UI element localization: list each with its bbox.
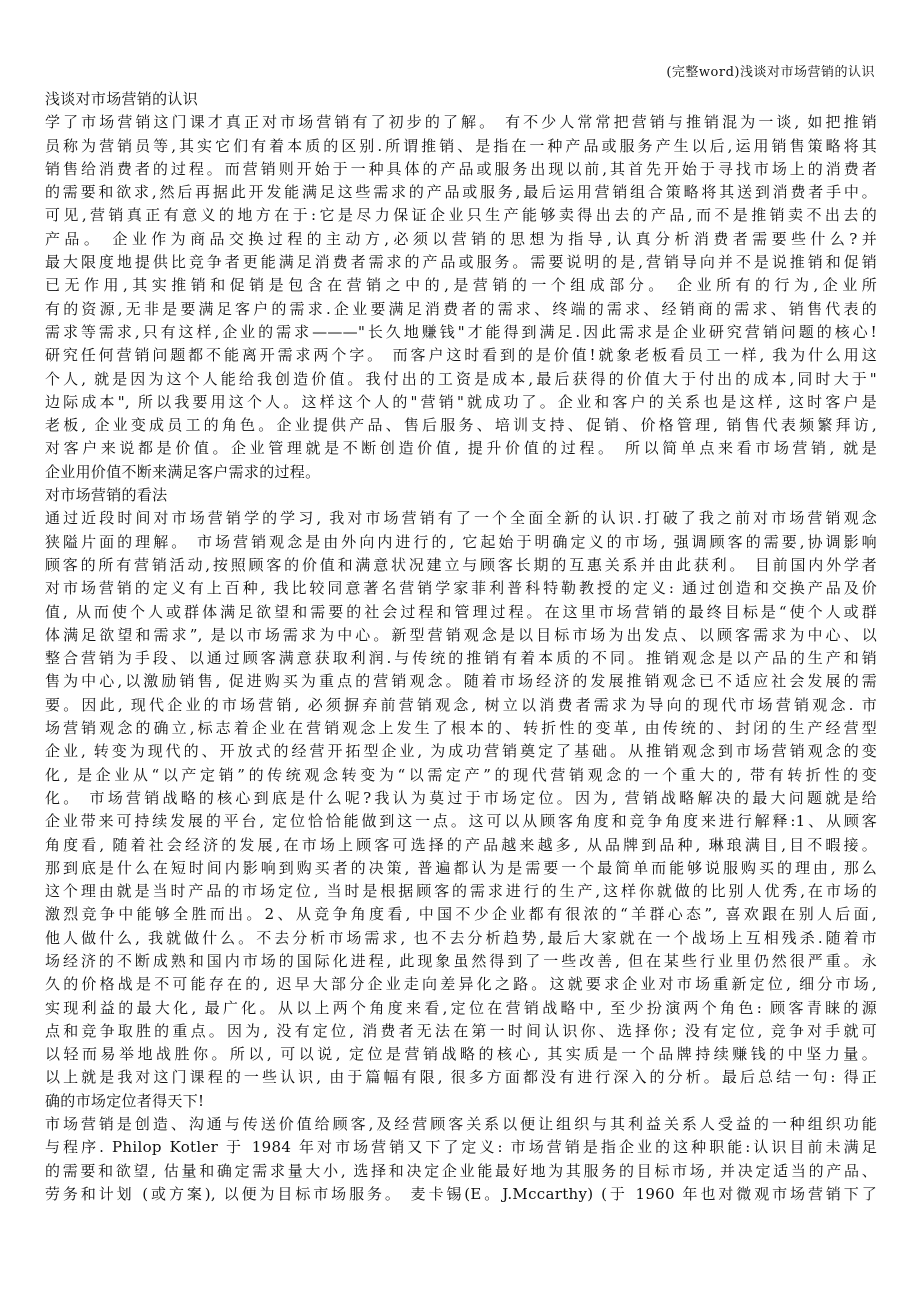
text-line: 企业, 转变为现代的、开放式的经营开拓型企业, 为成功营销奠定了基础。从推销观念到市场营销观念的变 xyxy=(45,742,877,761)
text-line: 售为中心,以激励销售, 促进购买为重点的营销观念。随着市场经济的发展推销观念已不适应社会发展的需 xyxy=(45,672,877,691)
text-line: 边际成本", 所以我要用这个人。这样这个人的"营销"就成功了。企业和客户的关系也是这样, 这时客户是 xyxy=(45,392,877,411)
text-line: 以上就是我对这门课程的一些认识, 由于篇幅有限, 很多方面都没有进行深入的分析。最后总结一句: 得正 xyxy=(45,1068,877,1087)
text-line: 研究任何营销问题都不能离开需求两个字。 而客户这时看到的是价值!就象老板看员工一样, 我为什么用这 xyxy=(45,346,877,365)
text-line: 角度看, 随着社会经济的发展,在市场上顾客可选择的产品越来越多, 从品牌到品种, 琳琅满目,目不暇接。 xyxy=(45,835,877,854)
text-line: 产品。 企业作为商品交换过程的主动方,必须以营销的思想为指导,认真分析消费者需要些什么?并 xyxy=(45,229,877,248)
text-line: 的需要和欲求,然后再据此开发能满足这些需求的产品或服务,最后运用营销组合策略将其送到消费者手中。 xyxy=(45,183,877,202)
text-line: 实现利益的最大化, 最广化。从以上两个角度来看,定位在营销战略中, 至少扮演两个角色: 顾客青睐的源 xyxy=(45,998,877,1017)
text-line: 化, 是企业从“以产定销”的传统观念转变为“以需定产”的现代营销观念的一个重大的, 带有转折性的变 xyxy=(45,765,877,784)
running-header: (完整word)浅谈对市场营销的认识 xyxy=(666,65,875,80)
text-line: 对市场营销的看法 xyxy=(45,486,168,505)
text-line: 这个理由就是当时产品的市场定位, 当时是根据顾客的需求进行的生产,这样你就做的比别人优秀,在市场的 xyxy=(45,882,877,901)
text-line: 有的资源,无非是要满足客户的需求.企业要满足消费者的需求、终端的需求、经销商的需求、销售代表的 xyxy=(45,299,877,318)
text-line: 的需要和欲望, 估量和确定需求量大小, 选择和决定企业能最好地为其服务的目标市场, 并决定适当的产品、 xyxy=(45,1161,877,1180)
document-body xyxy=(45,88,877,1206)
text-line: 确的市场定位者得天下! xyxy=(45,1091,205,1110)
text-line: 对客户来说都是价值。企业管理就是不断创造价值, 提升价值的过程。 所以简单点来看市场营销, 就是 xyxy=(45,439,877,458)
text-line: 要。因此, 现代企业的市场营销, 必须摒弃前营销观念, 树立以消费者需求为导向的现代市场营销观念. 市 xyxy=(45,695,877,714)
text-line: 企业用价值不断来满足客户需求的过程。 xyxy=(45,462,321,481)
text-line: 点和竞争取胜的重点。因为, 没有定位, 消费者无法在第一时间认识你、选择你; 没有定位, 竞争对手就可 xyxy=(45,1021,877,1040)
text-line: 员称为营销员等,其实它们有着本质的区别.所谓推销、是指在一种产品或服务产生以后,运用销售策略将其 xyxy=(45,136,877,155)
text-line: 最大限度地提供比竞争者更能满足消费者需求的产品或服务。需要说明的是,营销导向并不是说推销和促销 xyxy=(45,253,877,272)
text-line: 那到底是什么在短时间内影响到购买者的决策, 普遍都认为是需要一个最简单而能够说服购买的理由, 那么 xyxy=(45,858,877,877)
text-line: 场营销观念的确立,标志着企业在营销观念上发生了根本的、转折性的变革, 由传统的、封闭的生产经营型 xyxy=(45,719,877,738)
text-line: 狭隘片面的理解。 市场营销观念是由外向内进行的, 它起始于明确定义的市场, 强调顾客的需要,协调影响 xyxy=(45,532,877,551)
text-line: 老板, 企业变成员工的角色。企业提供产品、售后服务、培训支持、促销、价格管理, 销售代表频繁拜访, xyxy=(45,416,877,435)
text-line: 化。 市场营销战略的核心到底是什么呢?我认为莫过于市场定位。因为, 营销战略解决的最大问题就是给 xyxy=(45,788,877,807)
text-line: 整合营销为手段、以通过顾客满意获取利润.与传统的推销有着本质的不同。推销观念是以产品的生产和销 xyxy=(45,649,877,668)
text-line: 销售给消费者的过程。而营销则开始于一种具体的产品或服务出现以前,其首先开始于寻找市场上的消费者 xyxy=(45,159,877,178)
text-line: 学了市场营销这门课才真正对市场营销有了初步的了解。 有不少人常常把营销与推销混为一谈, 如把推销 xyxy=(45,113,877,132)
text-line: 可见,营销真正有意义的地方在于:它是尽力保证企业只生产能够卖得出去的产品,而不是推销卖不出去的 xyxy=(45,206,877,225)
document-title: 浅谈对市场营销的认识 xyxy=(45,90,199,108)
text-line: 久的价格战是不可能存在的, 迟早大部分企业走向差异化之路。这就要求企业对市场重新定位, 细分市场, xyxy=(45,975,877,994)
text-line: 场经济的不断成熟和国内市场的国际化进程, 此现象虽然得到了一些改善, 但在某些行业里仍然很严重。永 xyxy=(45,951,877,970)
text-line: 劳务和计划 (或方案), 以便为目标市场服务。 麦卡锡(E。J.Mccarthy) (于 1960 年也对微观市场营销下了 xyxy=(45,1184,877,1203)
text-line: 已无作用,其实推销和促销是包含在营销之中的,是营销的一个组成部分。 企业所有的行为,企业所 xyxy=(45,276,877,295)
text-line: 与程序. Philop Kotler 于 1984 年对市场营销又下了定义: 市场营销是指企业的这种职能:认识目前未满足 xyxy=(45,1138,877,1157)
text-line: 体满足欲望和需求”, 是以市场需求为中心。新型营销观念是以目标市场为出发点、以顾客需求为中心、以 xyxy=(45,625,877,644)
text-line: 对市场营销的定义有上百种, 我比较同意著名营销学家菲利普科特勒教授的定义: 通过创造和交换产品及价 xyxy=(45,579,877,598)
text-line: 他人做什么, 我就做什么。不去分析市场需求, 也不去分析趋势,最后大家就在一个战场上互相残杀.随着市 xyxy=(45,928,877,947)
text-line: 通过近段时间对市场营销学的学习, 我对市场营销有了一个全面全新的认识.打破了我之前对市场营销观念 xyxy=(45,509,877,528)
text-line: 市场营销是创造、沟通与传送价值给顾客,及经营顾客关系以便让组织与其利益关系人受益的一种组织功能 xyxy=(45,1115,877,1134)
text-line: 值, 从而使个人或群体满足欲望和需要的社会过程和管理过程。在这里市场营销的最终目标是“使个人或群 xyxy=(45,602,877,621)
text-line: 顾客的所有营销活动,按照顾客的价值和满意状况建立与顾客长期的互惠关系并由此获利。 目前国内外学者 xyxy=(45,555,877,574)
text-line: 个人, 就是因为这个人能给我创造价值。我付出的工资是成本,最后获得的价值大于付出的成本,同时大于" xyxy=(45,369,877,388)
text-line: 以轻而易举地战胜你。所以, 可以说, 定位是营销战略的核心, 其实质是一个品牌持续赚钱的中坚力量。 xyxy=(45,1045,877,1064)
text-line: 激烈竞争中能够全胜而出。2、从竞争角度看, 中国不少企业都有很浓的“羊群心态”, 喜欢跟在别人后面, xyxy=(45,905,877,924)
text-line: 企业带来可持续发展的平台, 定位恰恰能做到这一点。这可以从顾客角度和竞争角度来进行解释:1、从顾客 xyxy=(45,812,877,831)
text-line: 需求等需求,只有这样,企业的需求———"长久地赚钱"才能得到满足.因此需求是企业研究营销问题的核心! xyxy=(45,322,877,341)
